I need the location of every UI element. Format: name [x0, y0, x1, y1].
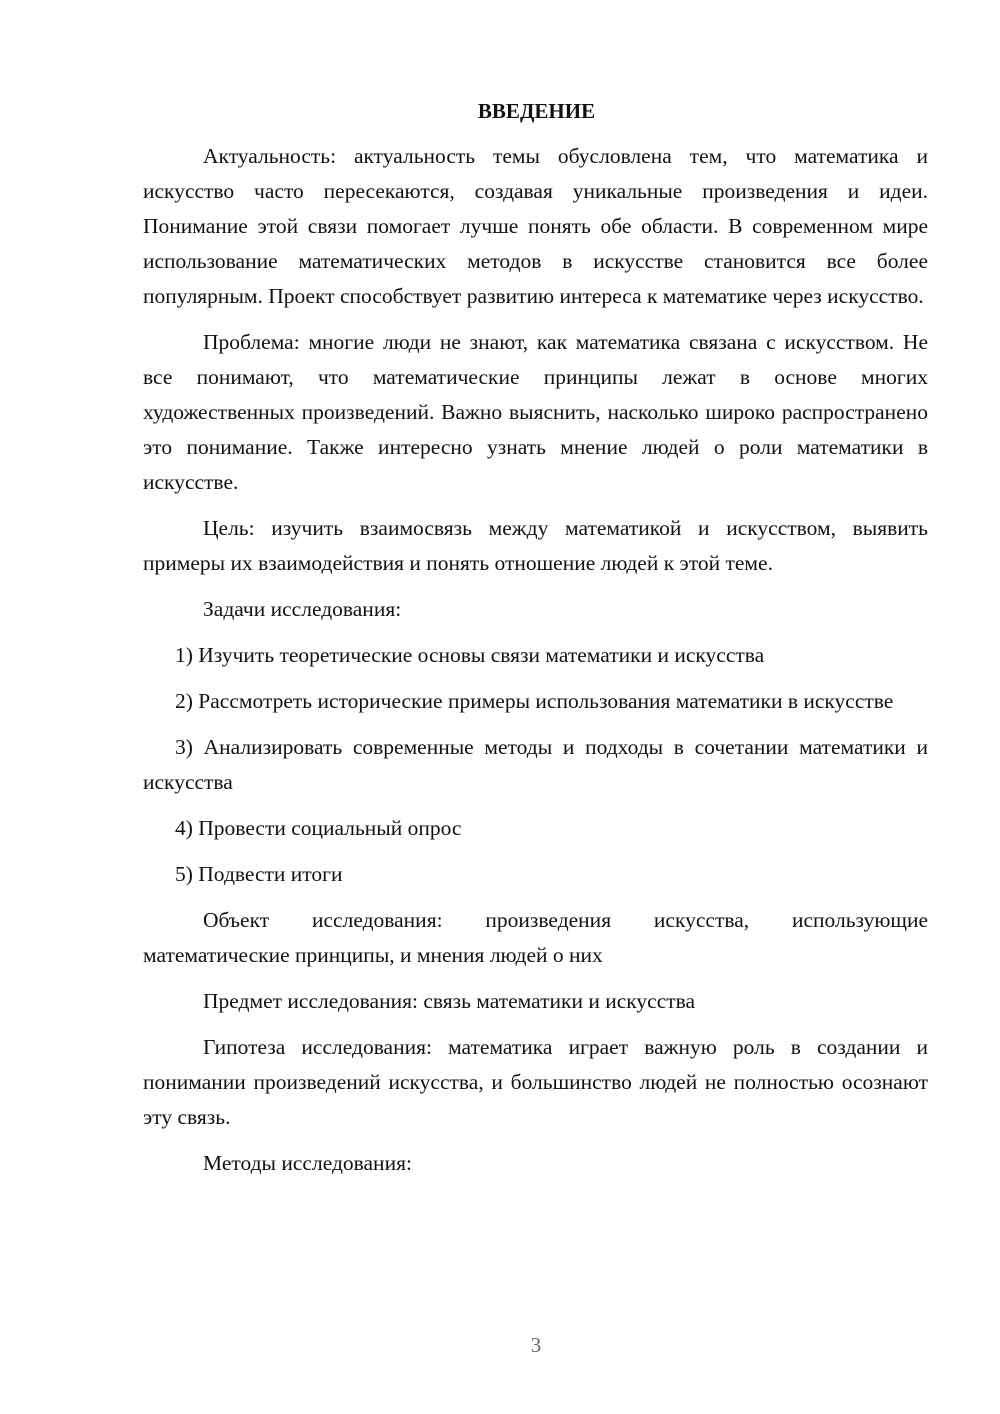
problem-paragraph: Проблема: многие люди не знают, как математика связана с искусством. Не все понимают, что математические принципы лежат в основе многих художественных произведений. Важно выяснить, насколько широко распространено это понимание. Также интересно узнать мнение людей о роли математики в искусстве.	[143, 330, 928, 494]
task-item-1: 1) Изучить теоретические основы связи математики и искусства	[175, 643, 765, 667]
goal-paragraph: Цель: изучить взаимосвязь между математикой и искусством, выявить примеры их взаимодействия и понять отношение людей к этой теме.	[143, 516, 928, 575]
task-item-2: 2) Рассмотреть исторические примеры использования математики в искусстве	[175, 689, 894, 713]
object-paragraph: Объект исследования: произведения искусства, использующие математические принципы, и мнения людей о них	[143, 908, 928, 967]
hypothesis-paragraph: Гипотеза исследования: математика играет важную роль в создании и понимании произведений искусства, и большинство людей не полностью осознают эту связь.	[143, 1035, 928, 1129]
section-title: ВВЕДЕНИЕ	[477, 99, 596, 123]
task-item-5: 5) Подвести итоги	[175, 862, 343, 886]
relevance-paragraph: Актуальность: актуальность темы обусловлена тем, что математика и искусство часто пересекаются, создавая уникальные произведения и идеи. Понимание этой связи помогает лучше понять обе области. В современном мире использование математических методов в искусстве становится все более популярным. Проект способствует развитию интереса к математике через искусство.	[143, 144, 928, 308]
task-item-4: 4) Провести социальный опрос	[175, 816, 462, 840]
subject-paragraph: Предмет исследования: связь математики и искусства	[203, 989, 696, 1013]
task-item-3: 3) Анализировать современные методы и подходы в сочетании математики и искусства	[143, 735, 928, 794]
tasks-heading: Задачи исследования:	[203, 597, 402, 621]
methods-heading: Методы исследования:	[203, 1151, 412, 1175]
page-number: 3	[530, 1333, 542, 1357]
document-page	[143, 96, 928, 1181]
